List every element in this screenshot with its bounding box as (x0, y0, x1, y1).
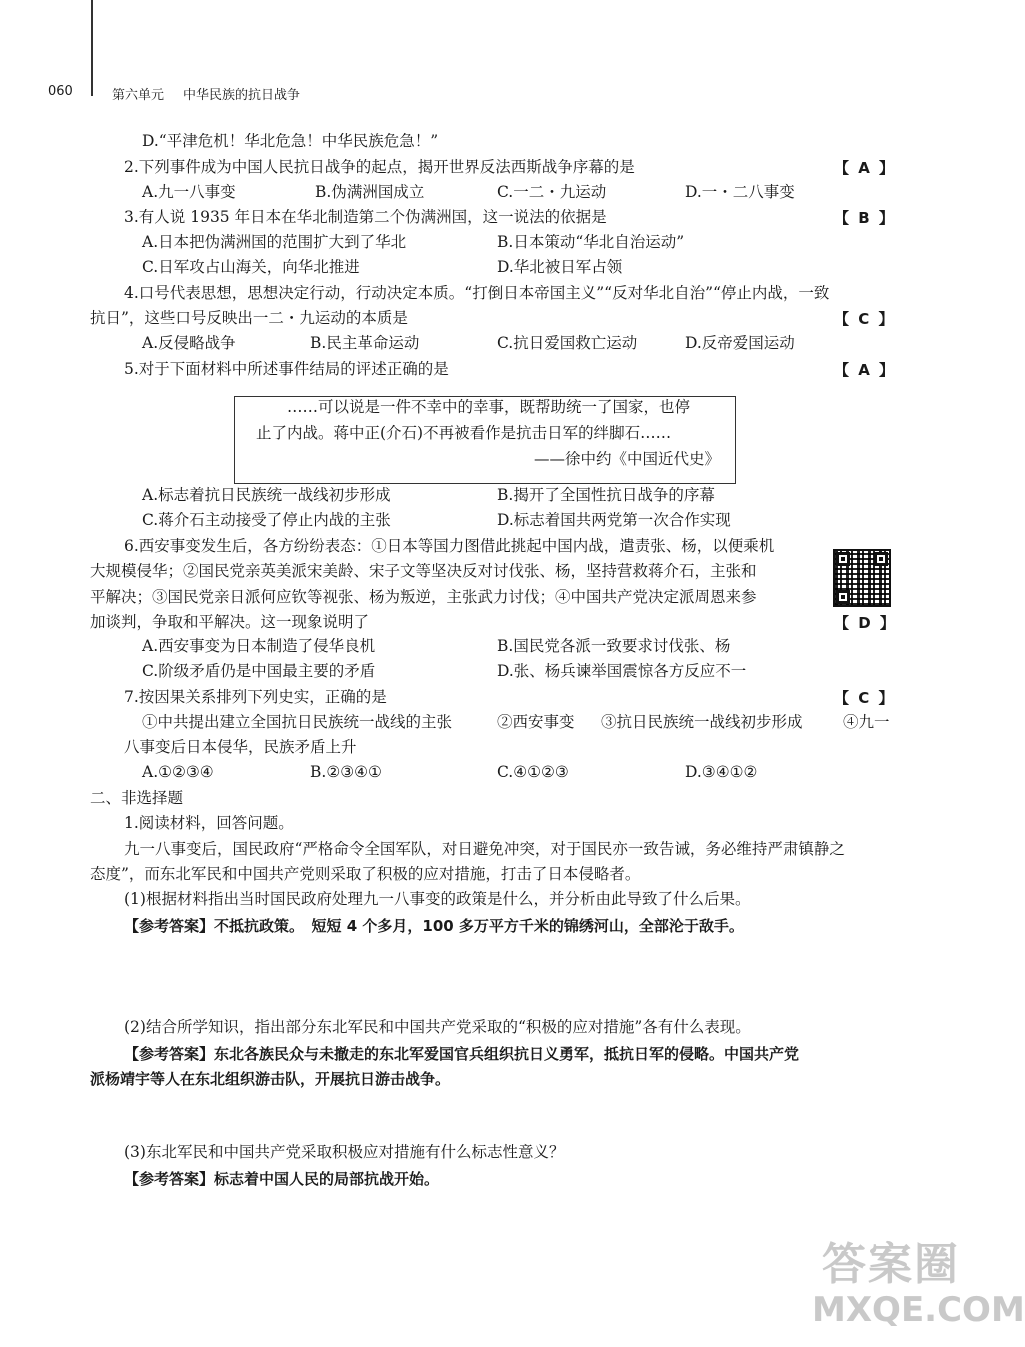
text-line-q3c: C.日军攻占山海关，向华北推进 (142, 258, 360, 276)
text-line-q5d: D.标志着国共两党第一次合作实现 (497, 511, 731, 529)
answer-ans3: 【 B 】 (834, 209, 896, 227)
text-line-n1m2: 态度”，而东北军民和中国共产党则采取了积极的应对措施，打击了日本侵略者。 (90, 865, 641, 883)
text-line-q7s4: ④九一 (843, 713, 890, 731)
text-line-m1: ……可以说是一件不幸中的幸事，既帮助统一了国家，也停 (287, 398, 691, 416)
text-line-q4: 4.口号代表思想，思想决定行动，行动决定本质。“打倒日本帝国主义”“反对华北自治”“停止内战，一致 (124, 284, 830, 302)
text-line-sec2: 二、非选择题 (90, 789, 184, 807)
answer-ans4: 【 C 】 (834, 310, 896, 328)
text-line-q5a: A.标志着抗日民族统一战线初步形成 (142, 486, 391, 504)
text-line-q5b: B.揭开了全国性抗日战争的序幕 (497, 486, 715, 504)
text-line-q7a4: D.③④①② (685, 763, 758, 781)
text-line-q6c: 平解决；③国民党亲日派何应钦等视张、杨为叛逆，主张武力讨伐；④中国共产党决定派周恩来参 (90, 588, 757, 606)
text-line-q2a: A.九一八事变 (142, 183, 236, 201)
header-divider (91, 0, 93, 96)
answer-line-a1: 【参考答案】不抵抗政策。 短短 4 个多月，100 多万平方千米的锦绣河山，全部沦于敌手。 (124, 917, 744, 935)
text-line-l1: D.“平津危机！华北危急！中华民族危急！” (142, 132, 439, 150)
text-line-q4a4: D.反帝爱国运动 (685, 334, 795, 352)
text-line-q4a2: B.民主革命运动 (310, 334, 420, 352)
text-line-q7a2: B.②③④① (310, 763, 382, 781)
text-line-q3: 3.有人说 1935 年日本在华北制造第二个伪满洲国，这一说法的依据是 (124, 208, 607, 226)
text-line-q5: 5.对于下面材料中所述事件结局的评述正确的是 (124, 360, 449, 378)
text-line-q6a4: D.张、杨兵谏举国震惊各方反应不一 (497, 662, 747, 680)
text-line-n1q1: (1)根据材料指出当时国民政府处理九一八事变的政策是什么，并分析由此导致了什么后果。 (124, 890, 751, 908)
text-line-q6b: 大规模侵华；②国民党亲英美派宋美龄、宋子文等坚决反对讨伐张、杨，坚持营救蒋介石，主张和 (90, 562, 757, 580)
watermark-logo: 答案圈 (822, 1239, 960, 1290)
text-line-q7s3: ③抗日民族统一战线初步形成 (601, 713, 803, 731)
text-line-q6d: 加谈判，争取和平解决。这一现象说明了 (90, 613, 370, 631)
text-line-q3d: D.华北被日军占领 (497, 258, 623, 276)
text-line-m3: ——徐中约《中国近代史》 (534, 450, 721, 468)
text-line-n1: 1.阅读材料，回答问题。 (124, 814, 294, 832)
text-line-n1q3: (3)东北军民和中国共产党采取积极应对措施有什么标志性意义？ (124, 1143, 565, 1161)
text-line-q2b: B.伪满洲国成立 (315, 183, 425, 201)
text-line-q2c: C.一二・九运动 (497, 183, 607, 201)
text-line-q7: 7.按因果关系排列下列史实，正确的是 (124, 688, 387, 706)
text-line-q2d: D.一・二八事变 (685, 183, 795, 201)
text-line-q6a2: B.国民党各派一致要求讨伐张、杨 (497, 637, 731, 655)
answer-line-a2: 【参考答案】东北各族民众与未撤走的东北军爱国官兵组织抗日义勇军，抵抗日军的侵略。中国共产党 (124, 1045, 800, 1063)
text-line-q4b: 抗日”，这些口号反映出一二・九运动的本质是 (90, 309, 408, 327)
text-line-q6a3: C.阶级矛盾仍是中国最主要的矛盾 (142, 662, 376, 680)
watermark-url: MXQE.COM (812, 1290, 1025, 1330)
text-line-q4a3: C.抗日爱国救亡运动 (497, 334, 638, 352)
text-line-q7a1: A.①②③④ (142, 763, 214, 781)
text-line-q7a3: C.④①②③ (497, 763, 569, 781)
text-line-q4a1: A.反侵略战争 (142, 334, 236, 352)
unit-title: 中华民族的抗日战争 (183, 88, 301, 103)
text-line-q5c: C.蒋介石主动接受了停止内战的主张 (142, 511, 391, 529)
answer-ans6: 【 D 】 (834, 614, 897, 632)
text-line-q6: 6.西安事变发生后，各方纷纷表态：①日本等国力图借此挑起中国内战，遣责张、杨，以便乘机 (124, 537, 775, 555)
answer-ans7: 【 C 】 (834, 689, 896, 707)
text-line-n1q2: (2)结合所学知识，指出部分东北军民和中国共产党采取的“积极的应对措施”各有什么表现。 (124, 1018, 751, 1036)
text-line-q7s2: ②西安事变 (497, 713, 575, 731)
text-line-q6a1: A.西安事变为日本制造了侵华良机 (142, 637, 376, 655)
text-line-q7s5: 八事变后日本侵华，民族矛盾上升 (124, 738, 357, 756)
text-line-q3b: B.日本策动“华北自治运动” (497, 233, 685, 251)
unit-label: 第六单元 (112, 88, 165, 103)
answer-line-a3: 【参考答案】标志着中国人民的局部抗战开始。 (124, 1170, 440, 1188)
text-line-q3a: A.日本把伪满洲国的范围扩大到了华北 (142, 233, 407, 251)
page-number: 060 (48, 84, 73, 99)
text-line-q7s1: ①中共提出建立全国抗日民族统一战线的主张 (142, 713, 453, 731)
text-line-n1m1: 九一八事变后，国民政府“严格命令全国军队，对日避免冲突，对于国民亦一致告诫，务必维持严肃镇静之 (124, 840, 845, 858)
answer-line-a2b: 派杨靖宇等人在东北组织游击队，开展抗日游击战争。 (90, 1070, 451, 1088)
text-line-m2: 止了内战。蒋中正(介石)不再被看作是抗击日军的绊脚石…… (256, 424, 672, 442)
qr-code-icon[interactable] (833, 549, 891, 607)
answer-ans2: 【 A 】 (834, 159, 897, 177)
answer-ans5: 【 A 】 (834, 361, 897, 379)
text-line-q2: 2.下列事件成为中国人民抗日战争的起点，揭开世界反法西斯战争序幕的是 (124, 158, 635, 176)
